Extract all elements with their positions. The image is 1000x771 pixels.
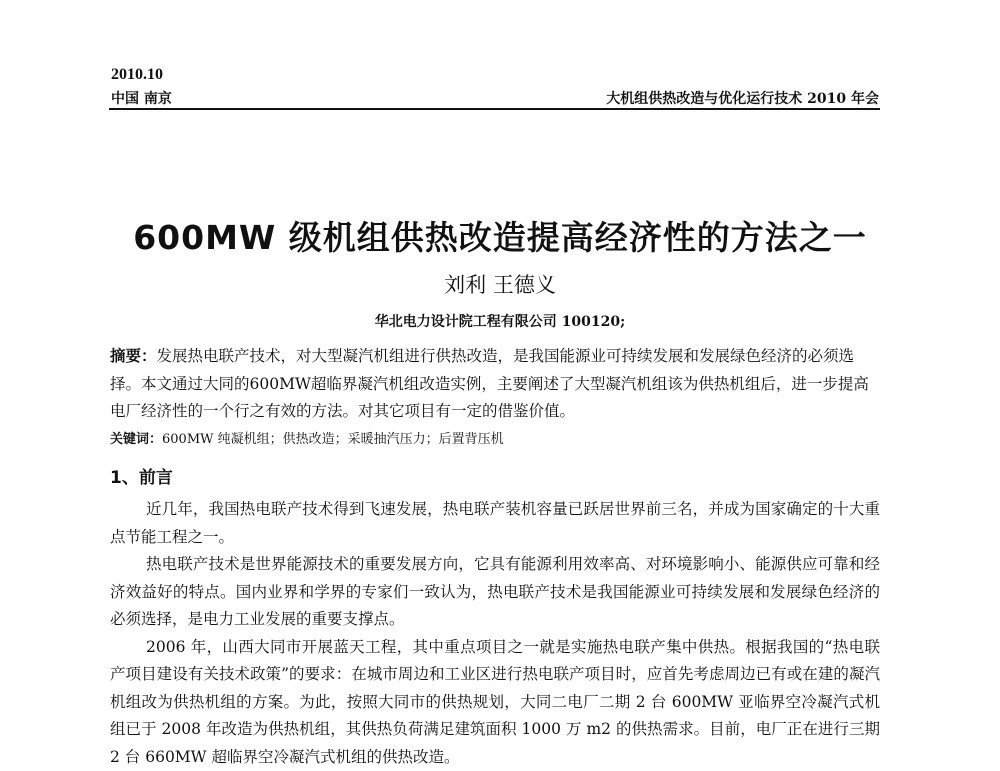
abstract-text: 发展热电联产技术，对大型凝汽机组进行供热改造，是我国能源业可持续发展和发展绿色经济的必须选择。本文通过大同的600MW超临界凝汽机组改造实例，主要阐述了大型凝汽机组该为供热机组后，进一步提高电厂经济性的一个行之有效的方法。对其它项目有一定的借鉴价值。 [110,347,869,420]
keywords-label: 关键词： [110,432,162,447]
header-rule [109,108,880,110]
section-heading: 1、前言 [110,463,173,488]
paper-title: 600MW 级机组供热改造提高经济性的方法之一 [0,212,1000,259]
keywords [110,430,880,450]
paper-affiliation: 华北电力设计院工程有限公司 100120; [0,311,1000,331]
paragraph: 近几年，我国热电联产技术得到飞速发展，热电联产装机容量已跃居世界前三名，并成为国家确定的十大重点节能工程之一。 [110,496,880,551]
abstract [110,342,880,426]
header-conference-name: 大机组供热改造与优化运行技术 2010 年会 [606,88,879,108]
body-paragraphs [110,496,880,771]
paper-authors: 刘利 王德义 [0,269,1000,299]
header-location: 中国 南京 [111,88,172,108]
paragraph: 2006 年，山西大同市开展蓝天工程，其中重点项目之一就是实施热电联产集中供热。根据我国的“热电联产项目建设有关技术政策”的要求：在城市周边和工业区进行热电联产项目时，应首先考虑周边已有或在建的凝汽机组改为供热机组的方案。为此，按照大同市的供热规划，大同二电厂二期 2 台 600MW 亚临界空冷凝汽式机组已于 2008 年改造为供热机组，其供热负荷满足建筑面积 1000 万 m2 的供热需求。目前，电厂正在进行三期 2 台 660MW 超临界空冷凝汽式机组的供热改造。 [110,634,880,771]
abstract-label: 摘要： [110,346,157,365]
keywords-text: 600MW 纯凝机组；供热改造；采暖抽汽压力；后置背压机 [162,432,504,447]
paragraph: 热电联产技术是世界能源技术的重要发展方向，它具有能源利用效率高、对环境影响小、能源供应可靠和经济效益好的特点。国内业界和学界的专家们一致认为，热电联产技术是我国能源业可持续发展和发展绿色经济的必须选择，是电力工业发展的重要支撑点。 [110,551,880,634]
header-date: 2010.10 [111,66,163,84]
